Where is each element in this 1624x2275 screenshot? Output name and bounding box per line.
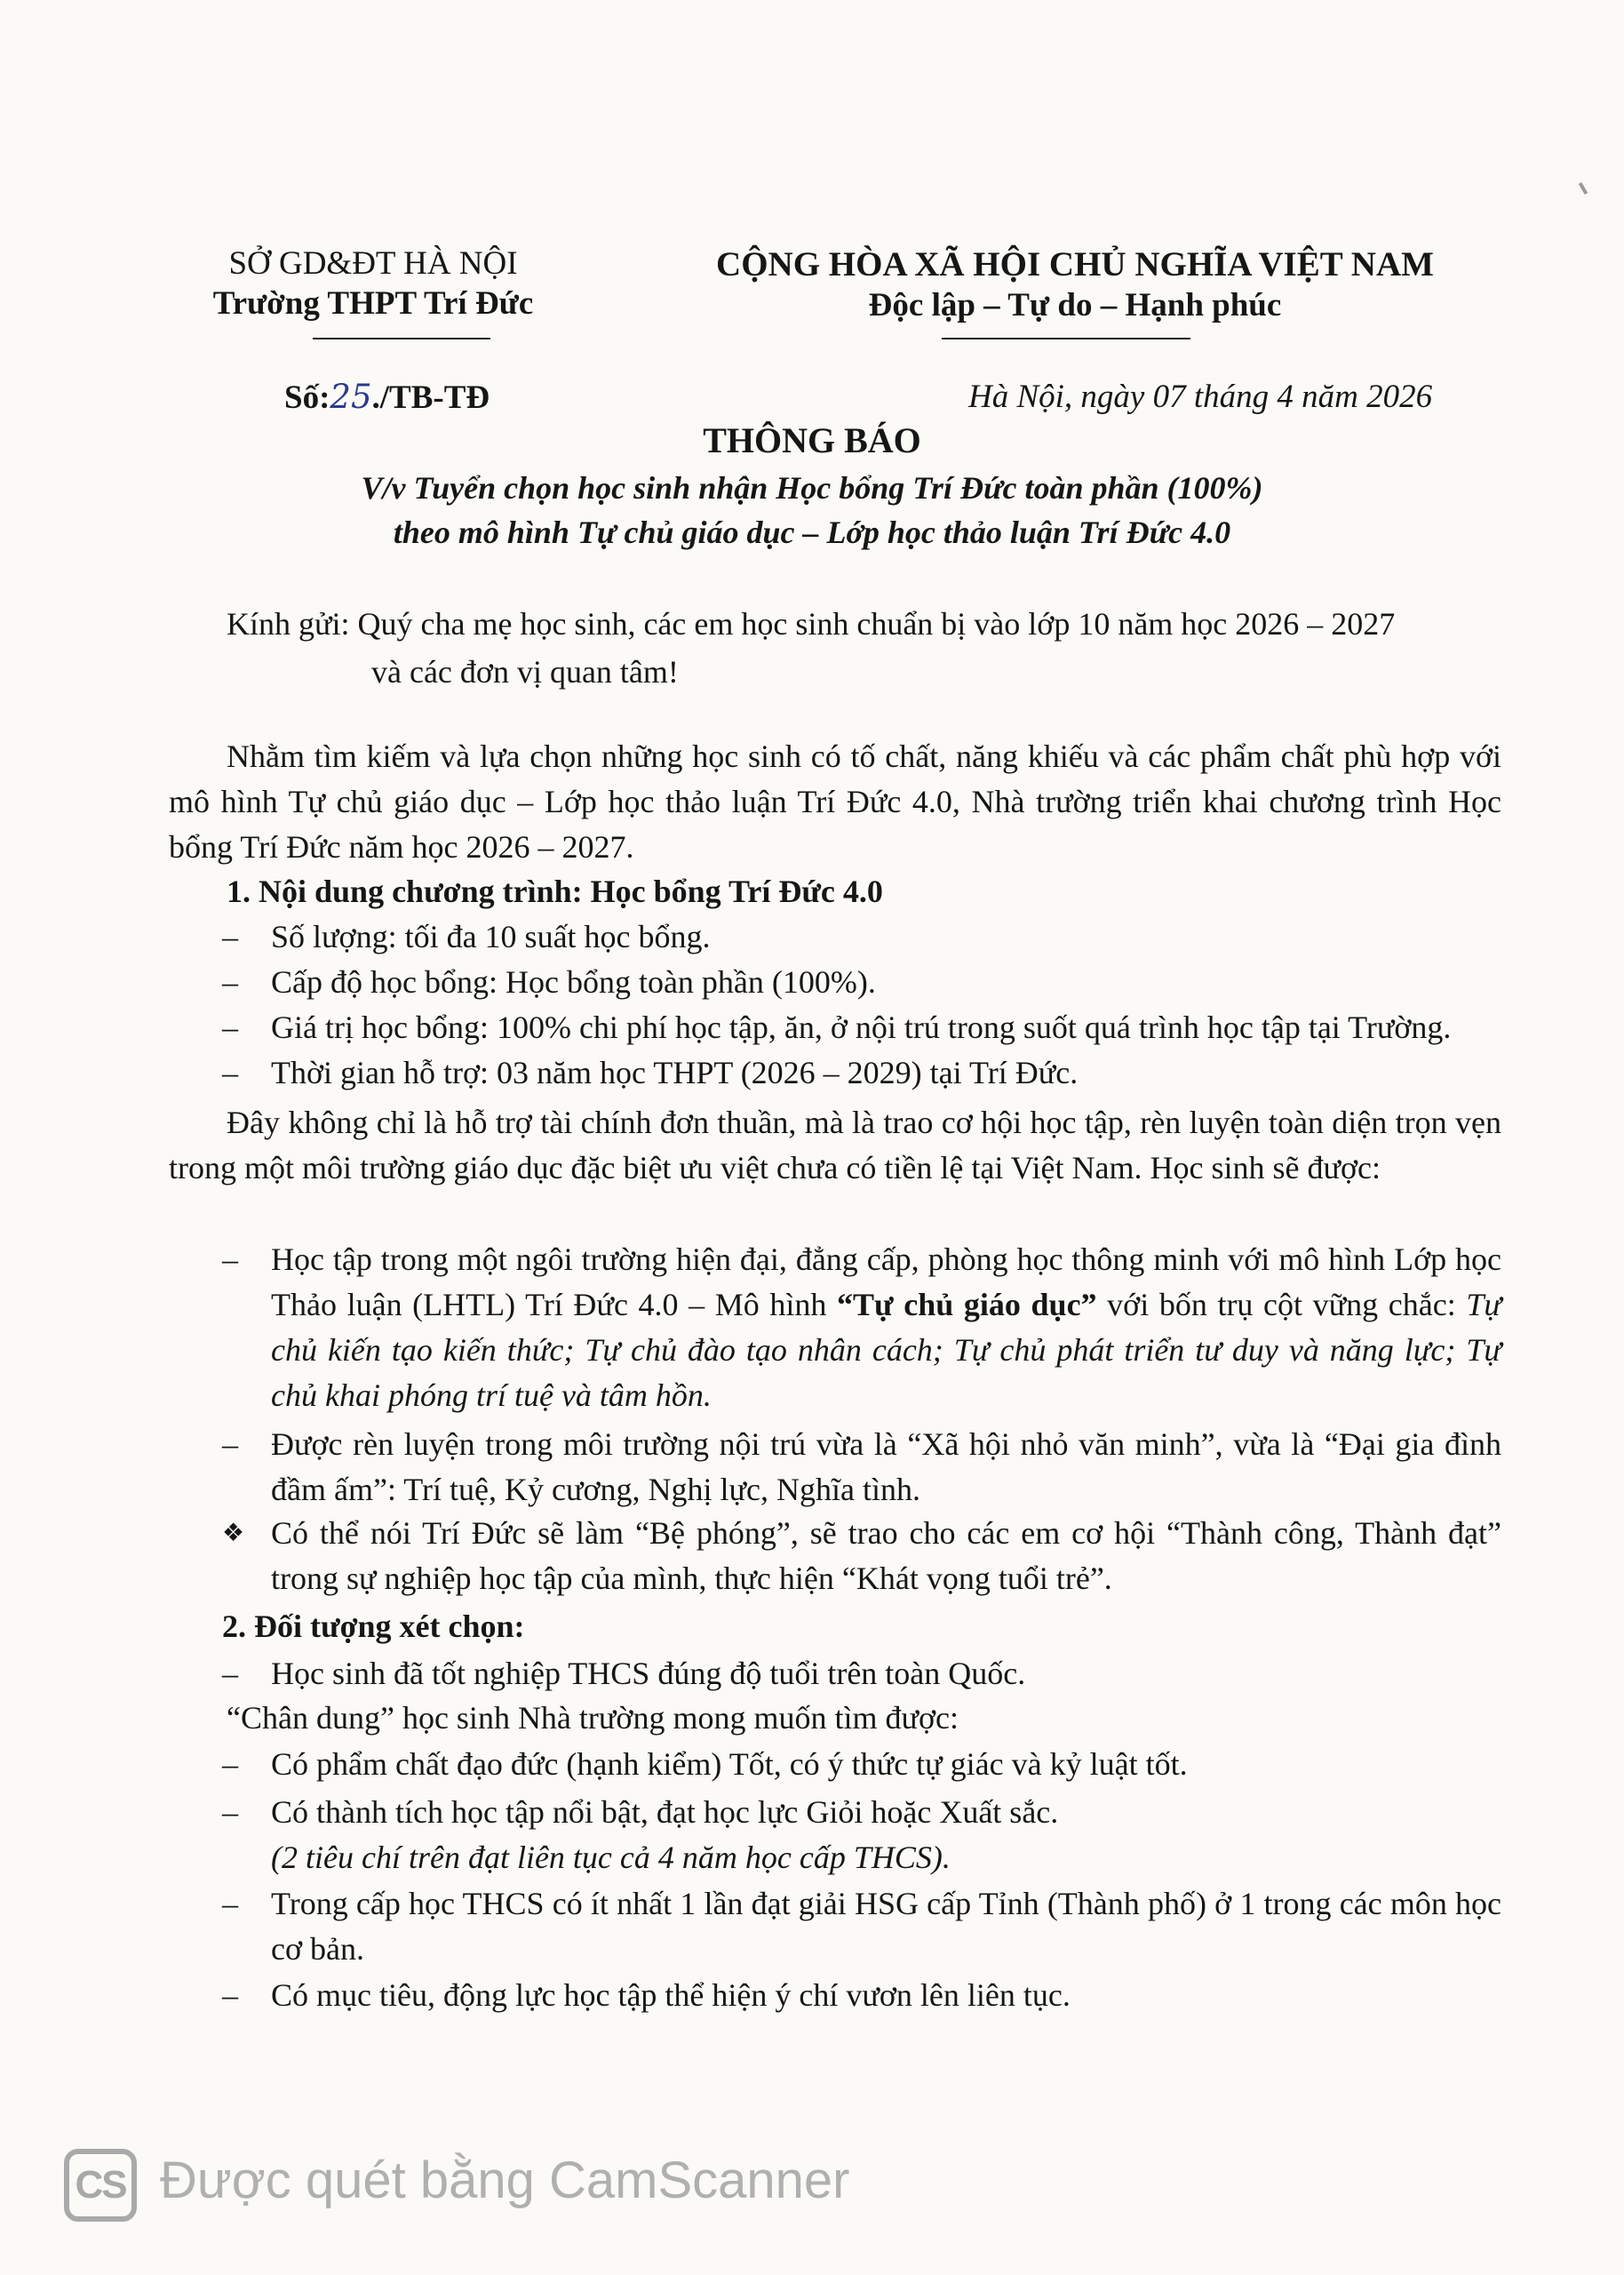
greeting xyxy=(227,600,1395,648)
number-suffix: ./TB-TĐ xyxy=(371,379,490,416)
criteria-item: Trong cấp học THCS có ít nhất 1 lần đạt giải HSG cấp Tỉnh (Thành phố) ở 1 trong các môn học cơ bản. xyxy=(271,1886,1501,1967)
portrait-line: “Chân dung” học sinh Nhà trường mong muốn tìm được: xyxy=(227,1700,959,1736)
dash-bullet: – xyxy=(222,964,238,1000)
handwritten-number: 25 xyxy=(330,378,372,416)
greeting-line-2: và các đơn vị quan tâm! xyxy=(371,654,679,690)
benefit-2: Được rèn luyện trong môi trường nội trú vừa là “Xã hội nhỏ văn minh”, vừa là “Đại gia đình đầm ấm”: Trí tuệ, Kỷ cương, Nghị lực, Nghĩa tình. xyxy=(271,1426,1501,1507)
section-1-item: Cấp độ học bổng: Học bổng toàn phần (100%). xyxy=(271,964,876,1000)
intro-paragraph: Nhằm tìm kiếm và lựa chọn những học sinh có tố chất, năng khiếu và các phẩm chất phù hợp với mô hình Tự chủ giáo dục – Lớp học thảo luận Trí Đức 4.0, Nhà trường triển khai chương trình Học bổng Trí Đức năm học 2026 – 2027. xyxy=(169,738,1501,865)
dash-bullet: – xyxy=(222,1241,238,1277)
dash-bullet: – xyxy=(222,1656,238,1691)
section-2-item: Học sinh đã tốt nghiệp THCS đúng độ tuổi trên toàn Quốc. xyxy=(271,1656,1026,1691)
subject-line-2: theo mô hình Tự chủ giáo dục – Lớp học thảo luận Trí Đức 4.0 xyxy=(393,515,1231,550)
greeting-line-1: Quý cha mẹ học sinh, các em học sinh chuẩn bị vào lớp 10 năm học 2026 – 2027 xyxy=(357,606,1396,642)
benefit-1-bold: “Tự chủ giáo dục” xyxy=(837,1287,1097,1322)
dash-bullet: – xyxy=(222,919,238,954)
camscanner-logo-icon: CS xyxy=(64,2149,137,2222)
motto-underline xyxy=(942,338,1190,339)
benefit-1-text-a: Học tập trong một ngôi trường hiện đại, đẳng cấp, phòng học thông minh với mô hình Lớp học Thảo luận (LHTL) Trí Đức 4.0 – Mô hình xyxy=(271,1241,1501,1322)
benefit-1-italic: Tự chủ kiến tạo kiến thức; Tự chủ đào tạo nhân cách; Tự chủ phát triển tư duy và năng lực; Tự chủ khai phóng trí tuệ và tâm hồn. xyxy=(271,1287,1501,1413)
criteria-note: (2 tiêu chí trên đạt liên tục cả 4 năm học cấp THCS). xyxy=(271,1840,951,1875)
greeting-label: Kính gửi: xyxy=(227,606,350,642)
section-1-heading: 1. Nội dung chương trình: Học bổng Trí Đức 4.0 xyxy=(227,874,883,909)
header-right xyxy=(640,244,1510,324)
notice-heading: THÔNG BÁO xyxy=(703,420,921,460)
section-1-item: Giá trị học bổng: 100% chi phí học tập, ăn, ở nội trú trong suốt quá trình học tập tại Trường. xyxy=(271,1010,1452,1045)
section-1-item: Thời gian hỗ trợ: 03 năm học THPT (2026 – 2029) tại Trí Đức. xyxy=(271,1055,1079,1090)
dash-bullet: – xyxy=(222,1977,238,2013)
dash-bullet: – xyxy=(222,1426,238,1462)
number-prefix: Số: xyxy=(284,379,330,416)
country-name: CỘNG HÒA XÃ HỘI CHỦ NGHĨA VIỆT NAM xyxy=(716,245,1434,283)
dash-bullet: – xyxy=(222,1055,238,1090)
subject-line-1: V/v Tuyển chọn học sinh nhận Học bổng Trí Đức toàn phần (100%) xyxy=(361,470,1263,506)
school-name: Trường THPT Trí Đức xyxy=(212,285,534,322)
header-left xyxy=(151,244,595,323)
highlight-paragraph: Có thể nói Trí Đức sẽ làm “Bệ phóng”, sẽ trao cho các em cơ hội “Thành công, Thành đạt” trong sự nghiệp học tập của mình, thực hiện “Khát vọng tuổi trẻ”. xyxy=(271,1515,1501,1596)
dash-bullet: – xyxy=(222,1746,238,1782)
dash-bullet: – xyxy=(222,1010,238,1045)
department-name: SỞ GD&ĐT HÀ NỘI xyxy=(228,245,518,282)
benefit-1 xyxy=(271,1237,1501,1418)
benefit-1-text-b: với bốn trụ cột vững chắc: xyxy=(1096,1287,1467,1322)
school-underline xyxy=(313,338,490,339)
section-2-heading: 2. Đối tượng xét chọn: xyxy=(222,1608,525,1644)
camscanner-watermark: Được quét bằng CamScanner xyxy=(160,2151,850,2209)
motto: Độc lập – Tự do – Hạnh phúc xyxy=(868,287,1282,323)
section-1-item: Số lượng: tối đa 10 suất học bổng. xyxy=(271,919,711,954)
diamond-bullet-icon: ❖ xyxy=(222,1520,245,1547)
section-1-paragraph: Đây không chỉ là hỗ trợ tài chính đơn thuần, mà là trao cơ hội học tập, rèn luyện toàn diện trọn vẹn trong một môi trường giáo dục đặc biệt ưu việt chưa có tiền lệ tại Việt Nam. Học sinh sẽ được: xyxy=(169,1105,1501,1185)
place-date: Hà Nội, ngày 07 tháng 4 năm 2026 xyxy=(968,379,1433,415)
document-number xyxy=(284,378,490,417)
dash-bullet: – xyxy=(222,1794,238,1830)
criteria-item: Có thành tích học tập nổi bật, đạt học lực Giỏi hoặc Xuất sắc. xyxy=(271,1794,1059,1830)
criteria-item: Có phẩm chất đạo đức (hạnh kiểm) Tốt, có ý thức tự giác và kỷ luật tốt. xyxy=(271,1746,1188,1782)
criteria-item: Có mục tiêu, động lực học tập thể hiện ý chí vươn lên liên tục. xyxy=(271,1977,1071,2013)
dash-bullet: – xyxy=(222,1886,238,1921)
page-speck xyxy=(1579,182,1588,195)
